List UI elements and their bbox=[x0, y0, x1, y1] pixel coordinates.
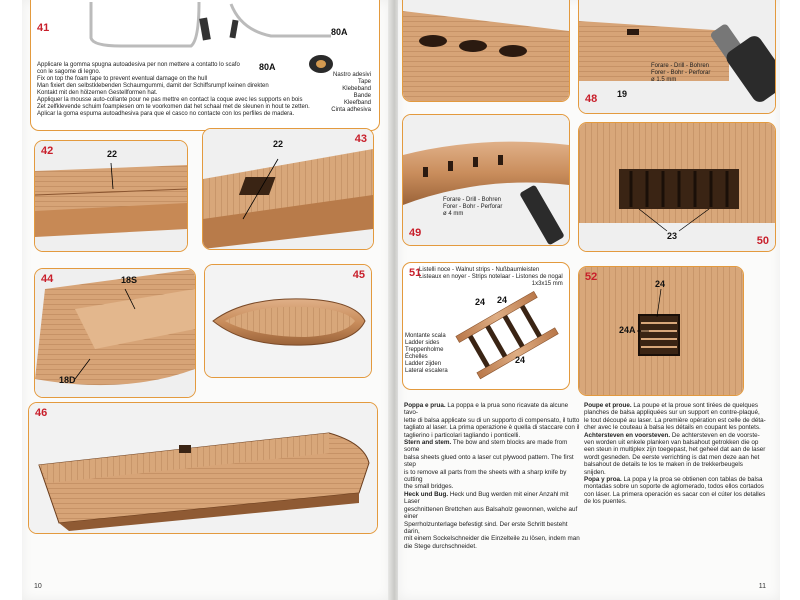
step-41-panel bbox=[30, 0, 380, 131]
tape-label: Tape bbox=[357, 79, 371, 85]
drilling-image bbox=[579, 0, 775, 113]
text-line-heading: Stern and stem. bbox=[404, 439, 452, 447]
ladder-label-line: Ladder zijden bbox=[405, 361, 442, 367]
strip-label-line: 1x3x15 mm bbox=[531, 281, 563, 287]
text-column-it-en-de bbox=[404, 402, 580, 550]
drill-label-line: ø 1.5 mm bbox=[651, 77, 677, 83]
instruction-line: Appliquer la mousse auto-collante pour ne pas mettre en contact la coque avec les supports en bois bbox=[37, 97, 303, 103]
step-42-number: 42 bbox=[41, 145, 54, 157]
step-51-callout: 24 bbox=[515, 355, 526, 365]
text-line-body: is to remove all parts from the sheets with a sharp knife by cutting bbox=[404, 468, 567, 484]
bow-closeup-image bbox=[403, 0, 569, 101]
tape-label: Klebeband bbox=[342, 86, 371, 92]
text-line-body: die Stege durchschneidet. bbox=[404, 542, 477, 550]
step-41-callout-80a: 80A bbox=[259, 62, 276, 72]
text-line bbox=[404, 491, 580, 506]
step-51-callout: 24 bbox=[475, 297, 486, 307]
text-column-fr-nl-es bbox=[584, 402, 766, 506]
drill-label-line: ø 4 mm bbox=[443, 211, 464, 217]
text-line-body: the small bridges. bbox=[404, 483, 454, 491]
text-line-body: Heck und Bug werden mit einer Anzahl mit Laser bbox=[404, 490, 569, 506]
text-line bbox=[584, 417, 766, 424]
strip-label-line: Listelli noce - Walnut strips - Nußbaumleisten bbox=[419, 267, 540, 273]
step-48-number: 48 bbox=[585, 93, 598, 105]
ladder-label-line: Treppenholme bbox=[405, 347, 444, 353]
step-47-panel bbox=[402, 0, 570, 102]
drill-label-line: Forer - Bohr - Perforar bbox=[651, 70, 711, 76]
text-line bbox=[404, 454, 580, 469]
step-41-number: 41 bbox=[37, 22, 50, 34]
instruction-line: Aplicar la goma espuma autoadhesiva para que el casco no contacte con los perfiles de madera. bbox=[37, 111, 295, 117]
left-page-number: 10 bbox=[34, 583, 42, 590]
tape-labels bbox=[331, 72, 371, 114]
ladder-label-line: Lateral escalera bbox=[405, 368, 448, 374]
strip-label-line: Listeaux en noyer - Strips notelaar - Listones de nogal bbox=[419, 274, 563, 280]
text-line-body: le tout découpé au laser. La première opération est celle de déta- bbox=[584, 416, 766, 424]
step-51-callout: 24 bbox=[497, 295, 508, 305]
text-line bbox=[404, 483, 580, 490]
step-43-callout: 22 bbox=[273, 139, 284, 149]
text-line bbox=[404, 402, 580, 417]
text-line bbox=[584, 491, 766, 498]
text-line-body: The bow and stern blocks are made from some bbox=[404, 439, 568, 454]
text-line bbox=[584, 446, 766, 453]
text-line bbox=[404, 469, 580, 484]
hull-top-view-image bbox=[205, 265, 371, 377]
step-52-callout-24: 24 bbox=[655, 279, 666, 289]
step-46-panel bbox=[28, 402, 378, 534]
text-line bbox=[584, 439, 766, 446]
text-line bbox=[584, 402, 766, 409]
text-line bbox=[584, 483, 766, 490]
text-line-body: planches de balsa appliquées sur un support en contre-plaqué, bbox=[584, 409, 760, 417]
instruction-line: Man fixiert den selbstklebenden Schaumgummi, damit der Schiffsrumpf keinen direkten bbox=[37, 83, 269, 89]
text-line-body: lette di balsa applicate su di un supporto di compensato, il tutto bbox=[404, 416, 580, 424]
text-line bbox=[404, 424, 580, 431]
step-51-ladder-label bbox=[405, 333, 448, 375]
text-line-body: geschnittenen Brettchen aus Balsaholz gewonnen, welche auf einer bbox=[404, 505, 578, 521]
instruction-line: Fix on top the foam tape to prevent eventual damage on the hull bbox=[37, 76, 208, 82]
step-50-number: 50 bbox=[756, 235, 769, 247]
step-50-callout: 23 bbox=[667, 231, 678, 241]
step-43-panel bbox=[202, 128, 374, 250]
tape-label: Nastro adesivi bbox=[332, 72, 371, 78]
step-49-drill-label bbox=[443, 197, 502, 218]
tape-label: Bande bbox=[353, 93, 371, 99]
step-50-panel bbox=[578, 122, 776, 252]
ladder-label-line: Montante scala bbox=[405, 333, 446, 339]
instruction-line: con le sagome di legno. bbox=[37, 69, 101, 75]
text-line-body: con láser. La primera operación es sacar con el cúter los detalles bbox=[584, 490, 766, 498]
hull-deck-image bbox=[203, 129, 373, 249]
ladder-label-line: Ladder sides bbox=[405, 340, 440, 346]
text-line-heading: Poupe et proue. bbox=[584, 402, 632, 409]
text-line bbox=[584, 409, 766, 416]
hull-complete-image bbox=[29, 403, 377, 533]
text-line-body: Sperrholzunterlage befestigt sind. Der erste Schritt besteht darin, bbox=[404, 520, 568, 535]
step-46-number: 46 bbox=[35, 407, 48, 419]
step-45-panel bbox=[204, 264, 372, 378]
step-48-drill-label bbox=[651, 63, 710, 84]
text-line bbox=[584, 476, 766, 483]
text-line-body: balsahout de details te los te maken in de trekkerbeugels snijden. bbox=[584, 461, 743, 476]
drill-label-line: Forare - Drill - Bohren bbox=[651, 63, 710, 69]
text-line bbox=[404, 521, 580, 536]
text-line-heading: Popa y proa. bbox=[584, 476, 622, 484]
step-44-panel bbox=[34, 268, 196, 398]
step-52-callout-24a: 24A bbox=[619, 325, 636, 335]
text-line-body: De achtersteven en de voorste- bbox=[670, 431, 760, 439]
drill-label-line: Forare - Drill - Bohren bbox=[443, 197, 502, 203]
text-line bbox=[404, 432, 580, 439]
step-42-callout: 22 bbox=[107, 149, 118, 159]
text-line bbox=[404, 506, 580, 521]
text-line-body: La popa y la proa se obtienen con tablas de balsa bbox=[621, 476, 763, 484]
text-line-body: La poppa e la prua sono ricavate da alcune tavo- bbox=[404, 402, 569, 417]
text-line-body: montadas sobre un soporte de aglomerado, todos ellos cortados bbox=[584, 483, 764, 491]
step-41-callout-80a-top: 80A bbox=[331, 27, 348, 37]
instruction-line: Zet zelfklevende schuim foampiesen om te voorkomen dat het schaal met de sleunen in hout te zetten. bbox=[37, 104, 310, 110]
gunwale-drilling-image bbox=[403, 115, 569, 245]
right-page-number: 11 bbox=[758, 583, 766, 590]
text-line-heading: Achtersteven en voorsteven. bbox=[584, 431, 671, 439]
step-48-callout: 19 bbox=[617, 89, 628, 99]
text-line-body: cher avec le couteau à balsa les détails en coupant les pontets. bbox=[584, 424, 761, 432]
text-line-body: de los puentes. bbox=[584, 498, 627, 506]
text-line-body: ven worden uit enkele planken van balsahout getrokken die op bbox=[584, 439, 759, 447]
step-52-number: 52 bbox=[585, 271, 598, 283]
text-line bbox=[584, 498, 766, 505]
step-49-number: 49 bbox=[409, 227, 422, 239]
step-48-panel bbox=[578, 0, 776, 114]
step-49-panel bbox=[402, 114, 570, 246]
text-line-body: La poupe et la proue sont tirées de quelques bbox=[631, 402, 758, 409]
text-line-body: wordt gesneden. De eerste verrichting is dat men deze aan het bbox=[584, 453, 760, 461]
tape-label: Kleefband bbox=[343, 100, 371, 106]
text-line bbox=[584, 424, 766, 431]
text-line bbox=[404, 543, 580, 550]
text-line-body: een steun in multiplex zijn toegepast, het geheel dat aan de laser bbox=[584, 446, 766, 454]
text-line bbox=[404, 417, 580, 424]
step-51-panel bbox=[402, 262, 570, 390]
step-42-panel bbox=[34, 140, 188, 252]
text-line bbox=[584, 454, 766, 461]
tape-label: Cinta adhesiva bbox=[331, 107, 371, 113]
step-51-number: 51 bbox=[409, 267, 422, 279]
text-line bbox=[404, 535, 580, 542]
instruction-line: Applicare la gomma spugna autoadesiva per non mettere a contatto lo scafo bbox=[37, 62, 240, 68]
text-line-heading: Heck und Bug. bbox=[404, 490, 449, 498]
step-41-instructions bbox=[37, 62, 310, 118]
text-line bbox=[584, 432, 766, 439]
text-line-body: balsa sheets glued onto a laser cut plywood pattern. The first step bbox=[404, 453, 574, 469]
step-52-panel bbox=[578, 266, 744, 396]
step-43-number: 43 bbox=[354, 133, 367, 145]
step-45-number: 45 bbox=[352, 269, 365, 281]
left-page bbox=[22, 0, 390, 600]
text-line-body: taglierino i particolari tagliando i ponticelli. bbox=[404, 431, 521, 439]
step-44-number: 44 bbox=[41, 273, 54, 285]
ladder-label-line: Échelles bbox=[405, 354, 428, 360]
drill-label-line: Forer - Bohr - Perforar bbox=[443, 204, 503, 210]
text-line-body: mit einem Sockelschneider die Einzelteile zu lösen, indem man bbox=[404, 535, 580, 543]
text-line bbox=[404, 439, 580, 454]
step-44-callout-18d: 18D bbox=[59, 375, 76, 385]
text-line-heading: Poppa e prua. bbox=[404, 402, 446, 409]
right-page bbox=[398, 0, 780, 600]
step-44-callout-18s: 18S bbox=[121, 275, 138, 285]
instruction-line: Kontakt mit den hölzernen Gestellformen hat. bbox=[37, 90, 158, 96]
text-line bbox=[584, 461, 766, 476]
text-line-body: tagliato al laser. La prima operazione è quella di staccare con il bbox=[404, 424, 580, 432]
